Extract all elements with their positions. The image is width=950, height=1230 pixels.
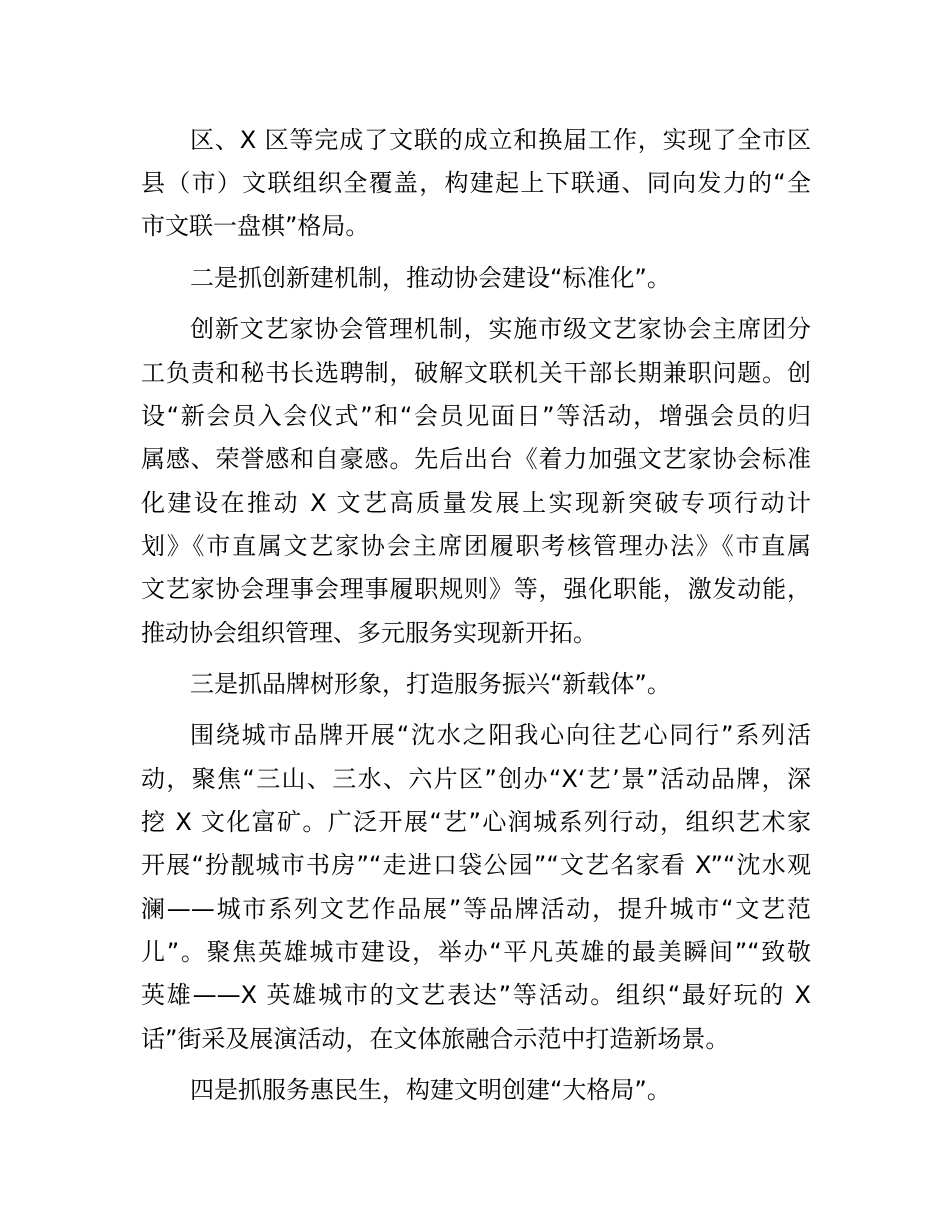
text-line-19: 儿”。聚焦英雄城市建设，举办“平凡英雄的最美瞬间”“致敬 (141, 938, 811, 966)
text-line-15: 动，聚焦“三山、三水、六片区”创办“X‘艺’景”活动品牌，深 (141, 765, 811, 793)
section-heading-3: 三是抓品牌树形象，打造服务振兴“新载体”。 (190, 670, 671, 698)
text-line-7: 设“新会员入会仪式”和“会员见面日”等活动，增强会员的归 (141, 402, 811, 430)
section-heading-2: 二是抓创新建机制，推动协会建设“标准化”。 (190, 264, 671, 292)
section-heading-4: 四是抓服务惠民生，构建文明创建“大格局”。 (190, 1076, 671, 1104)
text-line-6: 工负责和秘书长选聘制，破解文联机关干部长期兼职问题。创 (141, 359, 811, 387)
text-line-17: 开展“扮靓城市书房”“走进口袋公园”“文艺名家看 X”“沈水观 (141, 851, 811, 879)
text-line-5: 创新文艺家协会管理机制，实施市级文艺家协会主席团分 (190, 315, 811, 343)
text-line-12: 推动协会组织管理、多元服务实现新开拓。 (141, 619, 597, 647)
text-line-11: 文艺家协会理事会理事履职规则》等，强化职能，激发动能， (141, 575, 811, 603)
text-line-1: 区、X 区等完成了文联的成立和换届工作，实现了全市区 (190, 126, 811, 154)
text-line-8: 属感、荣誉感和自豪感。先后出台《着力加强文艺家协会标准 (141, 445, 811, 473)
text-line-9: 化建设在推动 X 文艺高质量发展上实现新突破专项行动计 (141, 489, 811, 517)
text-line-20: 英雄——X 英雄城市的文艺表达”等活动。组织“最好玩的 X (141, 981, 811, 1009)
text-line-10: 划》《市直属文艺家协会主席团履职考核管理办法》《市直属 (141, 532, 811, 560)
text-line-2: 县（市）文联组织全覆盖，构建起上下联通、同向发力的“全 (141, 169, 811, 197)
text-line-18: 澜——城市系列文艺作品展”等品牌活动，提升城市“文艺范 (141, 895, 811, 923)
text-line-3: 市文联一盘棋”格局。 (141, 212, 370, 240)
text-line-14: 围绕城市品牌开展“沈水之阳我心向往艺心同行”系列活 (190, 721, 811, 749)
text-line-16: 挖 X 文化富矿。广泛开展“艺”心润城系列行动，组织艺术家 (141, 808, 811, 836)
text-line-21: 话”街采及展演活动，在文体旅融合示范中打造新场景。 (141, 1025, 730, 1053)
